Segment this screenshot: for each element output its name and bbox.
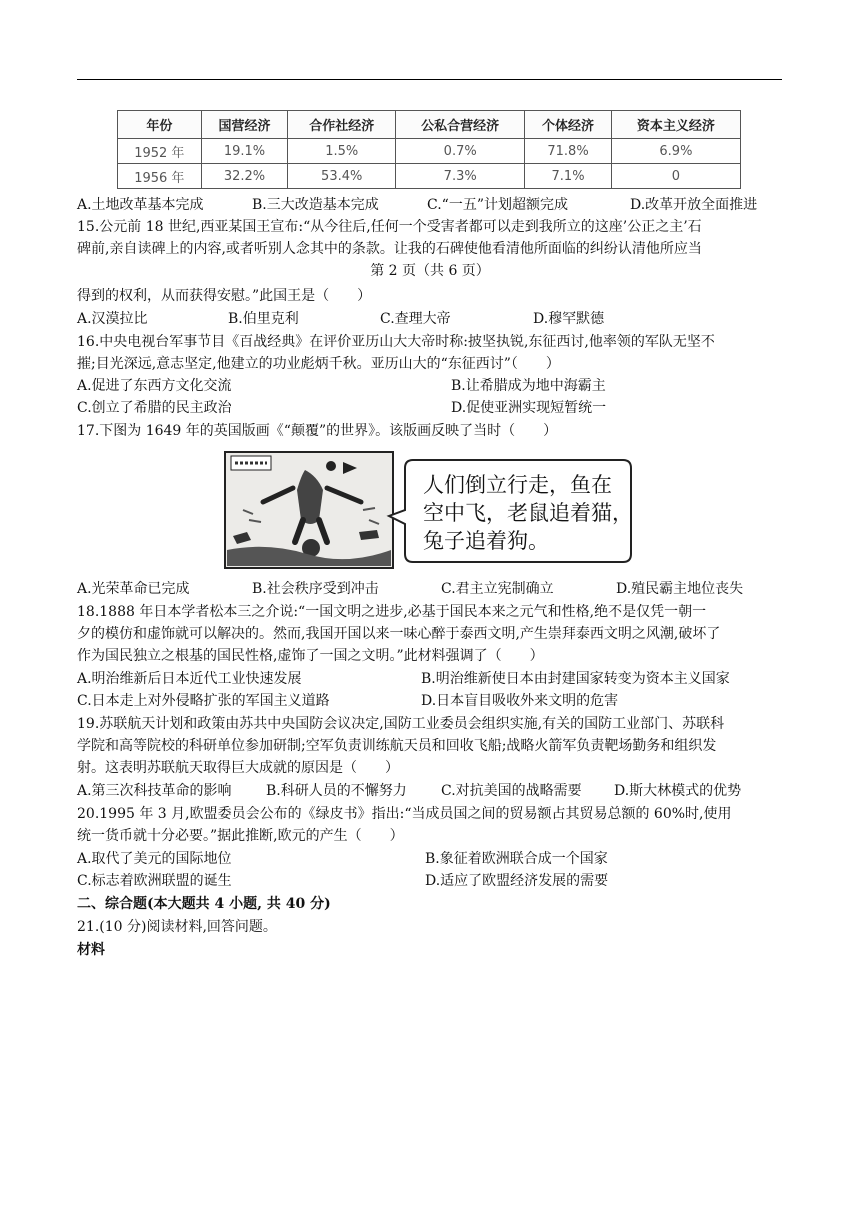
q20-option-b[interactable]: B.象征着欧洲联合成一个国家 [425, 851, 608, 867]
table-cell: 32.2% [201, 164, 288, 189]
q18-stem-line-2: 夕的模仿和虚饰就可以解决的。然而,我国开国以来一味心醉于泰西文明,产生崇拜泰西文明之风潮,破坏了 [77, 626, 721, 642]
q15-option-b[interactable]: B.伯里克利 [228, 311, 299, 327]
q16-stem-line-1: 16.中央电视台军事节目《百战经典》在评价亚历山大大帝时称:披坚执锐,东征西讨,他率领的军队无坚不 [77, 334, 715, 350]
q14-option-a[interactable]: A.土地改革基本完成 [77, 197, 204, 213]
table-header-cell: 合作社经济 [288, 111, 396, 139]
q16-option-b[interactable]: B.让希腊成为地中海霸主 [451, 378, 606, 394]
q17-option-b[interactable]: B.社会秩序受到冲击 [252, 581, 379, 597]
q16-option-c[interactable]: C.创立了希腊的民主政治 [77, 400, 232, 416]
material-label: 材料 [77, 942, 105, 958]
table-cell: 19.1% [201, 139, 288, 164]
page-number-label: 第 2 页（共 6 页） [370, 263, 490, 279]
q20-stem-line-2: 统一货币就十分必要。”据此推断,欧元的产生（ ） [77, 828, 404, 844]
q16-option-a[interactable]: A.促进了东西方文化交流 [77, 378, 232, 394]
q14-option-b[interactable]: B.三大改造基本完成 [252, 197, 379, 213]
table-cell: 7.1% [525, 164, 612, 189]
q16-stem-line-2: 摧;目光深远,意志坚定,他建立的功业彪炳千秋。亚历山大的“东征西讨”（ ） [77, 356, 560, 372]
q14-option-c[interactable]: C.“一五”计划超额完成 [427, 197, 568, 213]
table-cell: 1.5% [288, 139, 396, 164]
q19-option-a[interactable]: A.第三次科技革命的影响 [77, 783, 232, 799]
q18-option-a[interactable]: A.明治维新后日本近代工业快速发展 [77, 671, 302, 687]
upside-down-world-cartoon [223, 450, 635, 570]
table-header-row [118, 111, 741, 139]
q15-option-a[interactable]: A.汉漠拉比 [77, 311, 148, 327]
q18-stem-line-1: 18.1888 年日本学者松本三之介说:“一国文明之进步,必基于国民本来之元气和性格,绝不是仅凭一朝一 [77, 604, 707, 620]
q20-option-d[interactable]: D.适应了欧盟经济发展的需要 [425, 873, 609, 889]
q18-stem-line-3: 作为国民独立之根基的国民性格,虚饰了一国之文明。”此材料强调了（ ） [77, 648, 544, 664]
table-cell: 7.3% [396, 164, 525, 189]
table-row [118, 139, 741, 164]
q17-option-c[interactable]: C.君主立宪制确立 [441, 581, 554, 597]
q18-option-d[interactable]: D.日本盲目吸收外来文明的危害 [421, 693, 619, 709]
q19-stem-line-1: 19.苏联航天计划和政策由苏共中央国防会议决定,国防工业委员会组织实施,有关的国防工业部门、苏联科 [77, 716, 725, 732]
bubble-line-1: 人们倒立行走，鱼在 [423, 473, 612, 497]
q19-stem-line-2: 学院和高等院校的科研单位参加研制;空军负责训练航天员和回收飞船;战略火箭军负责靶场勤务和组织发 [77, 738, 717, 754]
q19-option-c[interactable]: C.对抗美国的战略需要 [441, 783, 582, 799]
table-cell: 71.8% [525, 139, 612, 164]
q19-option-b[interactable]: B.科研人员的不懈努力 [266, 783, 407, 799]
economy-structure-table [117, 110, 741, 189]
q18-option-c[interactable]: C.日本走上对外侵略扩张的军国主义道路 [77, 693, 330, 709]
table-header-cell: 年份 [118, 111, 202, 139]
table-cell: 1952 年 [118, 139, 202, 164]
q20-option-a[interactable]: A.取代了美元的国际地位 [77, 851, 232, 867]
table-cell: 0 [611, 164, 740, 189]
table-header-cell: 国营经济 [201, 111, 288, 139]
q18-option-b[interactable]: B.明治维新使日本由封建国家转变为资本主义国家 [421, 671, 730, 687]
q21-stem: 21.(10 分)阅读材料,回答问题。 [77, 919, 277, 935]
bubble-line-2: 空中飞，老鼠追着猫， [423, 501, 633, 525]
table-cell: 6.9% [611, 139, 740, 164]
q17-option-a[interactable]: A.光荣革命已完成 [77, 581, 190, 597]
q15-stem-line-2: 碑前,亲自读碑上的内容,或者听别人念其中的条款。让我的石碑使他看清他所面临的纠纷认清他所应当 [77, 241, 702, 257]
table-cell: 0.7% [396, 139, 525, 164]
q15-stem-line-3: 得到的权利，从而获得安慰。”此国王是（ ） [77, 288, 372, 304]
table-cell: 53.4% [288, 164, 396, 189]
header-rule [77, 79, 782, 80]
q15-option-d[interactable]: D.穆罕默德 [533, 311, 605, 327]
woodcut-illustration [223, 450, 635, 570]
q19-option-d[interactable]: D.斯大林模式的优势 [614, 783, 742, 799]
bubble-line-3: 兔子追着狗。 [423, 529, 549, 553]
q15-option-c[interactable]: C.查理大帝 [380, 311, 451, 327]
table-header-cell: 个体经济 [525, 111, 612, 139]
q15-stem-line-1: 15.公元前 18 世纪,西亚某国王宣布:“从今往后,任何一个受害者都可以走到我所立的这座’公正之主’石 [77, 219, 702, 235]
q20-stem-line-1: 20.1995 年 3 月,欧盟委员会公布的《绿皮书》指出:“当成员国之间的贸易额占其贸易总额的 60%时,使用 [77, 806, 732, 822]
section-heading: 二、综合题(本大题共 4 小题, 共 40 分) [77, 896, 331, 912]
table-header-cell: 公私合营经济 [396, 111, 525, 139]
table-header-cell: 资本主义经济 [611, 111, 740, 139]
q14-option-d[interactable]: D.改革开放全面推进 [630, 197, 758, 213]
q17-stem-line-1: 17.下图为 1649 年的英国版画《“颠覆”的世界》。该版画反映了当时（ ） [77, 423, 558, 439]
q19-stem-line-3: 射。这表明苏联航天取得巨大成就的原因是（ ） [77, 760, 399, 776]
q17-option-d[interactable]: D.殖民霸主地位丧失 [616, 581, 744, 597]
table-row [118, 164, 741, 189]
table-cell: 1956 年 [118, 164, 202, 189]
q16-option-d[interactable]: D.促使亚洲实现短暂统一 [451, 400, 607, 416]
q20-option-c[interactable]: C.标志着欧洲联盟的诞生 [77, 873, 232, 889]
